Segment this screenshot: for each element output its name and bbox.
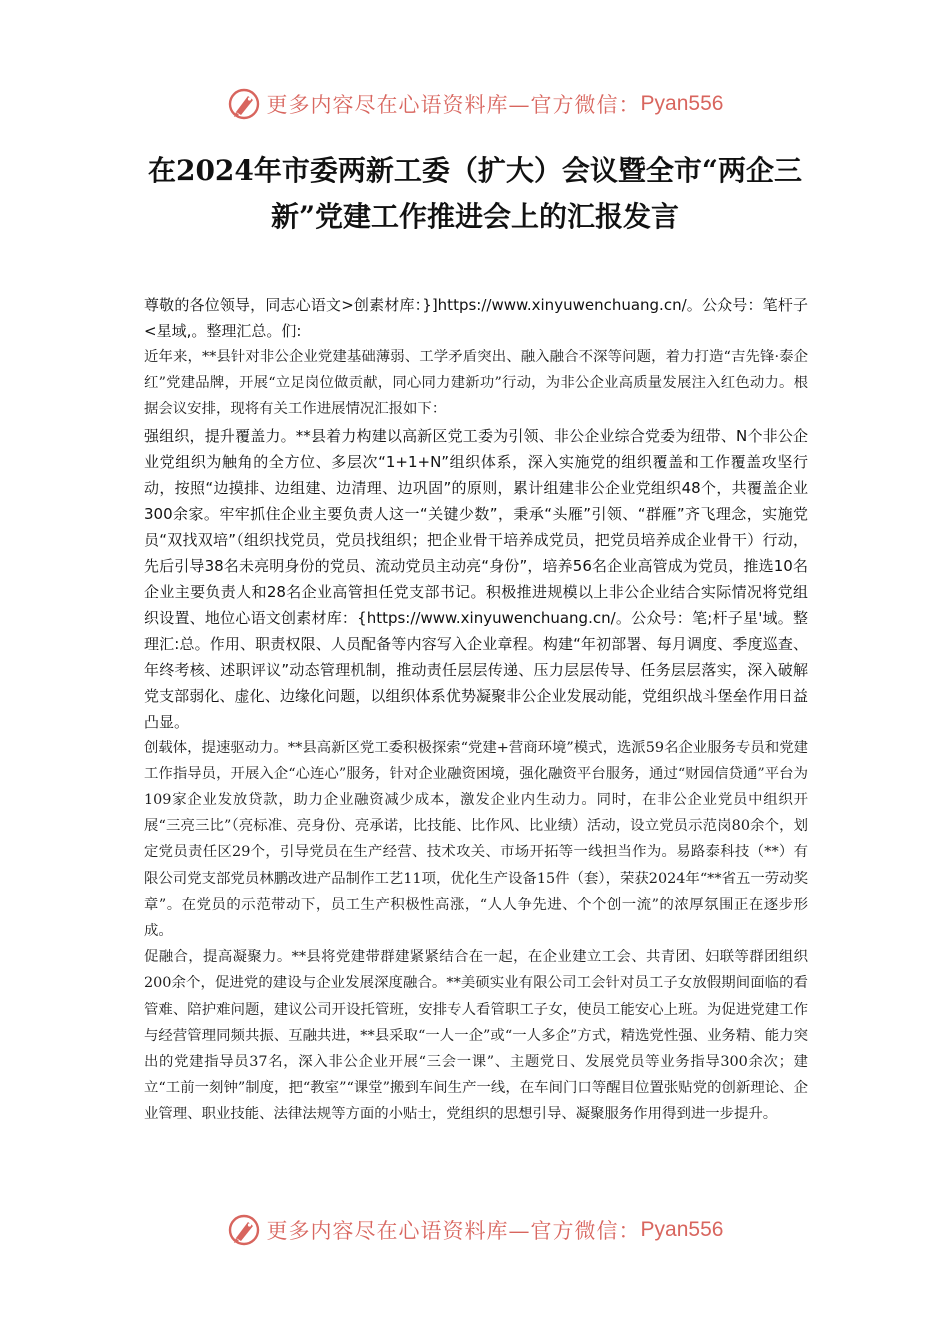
watermark-text: 更多内容尽在心语资料库—官方微信：	[266, 93, 641, 117]
watermark-banner-bottom	[0, 1210, 950, 1250]
watermark-banner-top	[0, 84, 950, 124]
document-title: 在2024年市委两新工委（扩大）会议暨全市“两企三新”党建工作推进会上的汇报发言	[147, 154, 803, 233]
watermark-wechat-id: Pyan556	[640, 92, 724, 115]
paragraph-organization: 强组织，提升覆盖力。**县着力构建以高新区党工委为引领、非公企业综合党委为纽带、N个非公企业党组织为触角的全方位、多层次“1+1+N”组织体系，深入实施党的组织覆盖和工作覆盖攻坚行动，按照“边摸排、边组建、边清理、边巩固”的原则，累计组建非公企业党组织48个，共覆盖企业300余家。牢牢抓住企业主要负责人这一“关键少数”，秉承“头雁”引领、“群雁”齐飞理念，实施党员“双找双培”（组织找党员，党员找组织；把企业骨干培养成党员，把党员培养成企业骨干）行动，先后引导38名未亮明身份的党员、流动党员主动亮“身份”，培养56名企业高管成为党员，推选10名企业主要负责人和28名企业高管担任党支部书记。积极推进规模以上非公企业结合实际情况将党组织设置、地位心语文创素材库：{https://www.xinyuwenchuang.cn/。公众号：笔;杆子星'域。整理汇:总。作用、职责权限、人员配备等内容写入企业章程。构建“年初部署、每月调度、季度巡查、年终考核、述职评议”动态管理机制，推动责任层层传递、压力层层传导、任务层层落实，深入破解党支部弱化、虚化、边缘化问题，以组织体系优势凝聚非公企业发展动能，党组织战斗堡垒作用日益凸显。	[144, 426, 808, 731]
paragraph-integration: 促融合，提高凝聚力。**县将党建带群建紧紧结合在一起，在企业建立工会、共青团、妇联等群团组织200余个，促进党的建设与企业发展深度融合。**美硕实业有限公司工会针对员工子女放假期间面临的看管难、陪护难问题，建议公司开设托管班，安排专人看管职工子女，使员工能安心上班。为促进党建工作与经营管理同频共振、互融共进，**县采取“一人一企”或“一人多企”方式，精选党性强、业务精、能力突出的党建指导员37名，深入非公企业开展“三会一课”、主题党日、发展党员等业务指导300余次；建立“工前一刻钟”制度，把“教室”“课堂”搬到车间生产一线，在车间门口等醒目位置张贴党的创新理论、企业管理、职业技能、法律法规等方面的小贴士，党组织的思想引导、凝聚服务作用得到进一步提升。	[144, 949, 808, 1123]
document-body	[144, 292, 808, 1128]
paragraph-carrier: 创载体，提速驱动力。**县高新区党工委积极探索“党建+营商环境”模式，选派59名企业服务专员和党建工作指导员，开展入企“心连心”服务，针对企业融资困境，强化融资平台服务，通过“财园信贷通”平台为109家企业发放贷款，助力企业融资减少成本，激发企业内生动力。同时，在非公企业党员中组织开展“三亮三比”（亮标准、亮身份、亮承诺，比技能、比作风、比业绩）活动，设立党员示范岗80余个，划定党员责任区29个，引导党员在生产经营、技术攻关、市场开拓等一线担当作为。易路泰科技（**）有限公司党支部党员林鹏改进产品制作工艺11项，优化生产设备15件（套），荣获2024年“**省五一劳动奖章”。在党员的示范带动下，员工生产积极性高涨，“人人争先进、个个创一流”的浓厚氛围正在逐步形成。	[144, 739, 808, 940]
paragraph-greeting: 尊敬的各位领导，同志心语文>创素材库：}]https://www.xinyuwenchuang.cn/。公众号：笔杆子<星域,。整理汇总。们:	[144, 296, 808, 340]
watermark-text: 更多内容尽在心语资料库—官方微信：	[266, 1219, 641, 1243]
paragraph-intro: 近年来，**县针对非公企业党建基础薄弱、工学矛盾突出、融入融合不深等问题，着力打造“吉先锋·泰企红”党建品牌，开展“立足岗位做贡献，同心同力建新功”行动，为非公企业高质量发展注入红色动力。根据会议安排，现将有关工作进展情况汇报如下：	[144, 349, 808, 418]
watermark-wechat-id: Pyan556	[640, 1218, 724, 1241]
pen-nib-icon	[227, 87, 261, 121]
pen-nib-icon	[227, 1213, 261, 1247]
